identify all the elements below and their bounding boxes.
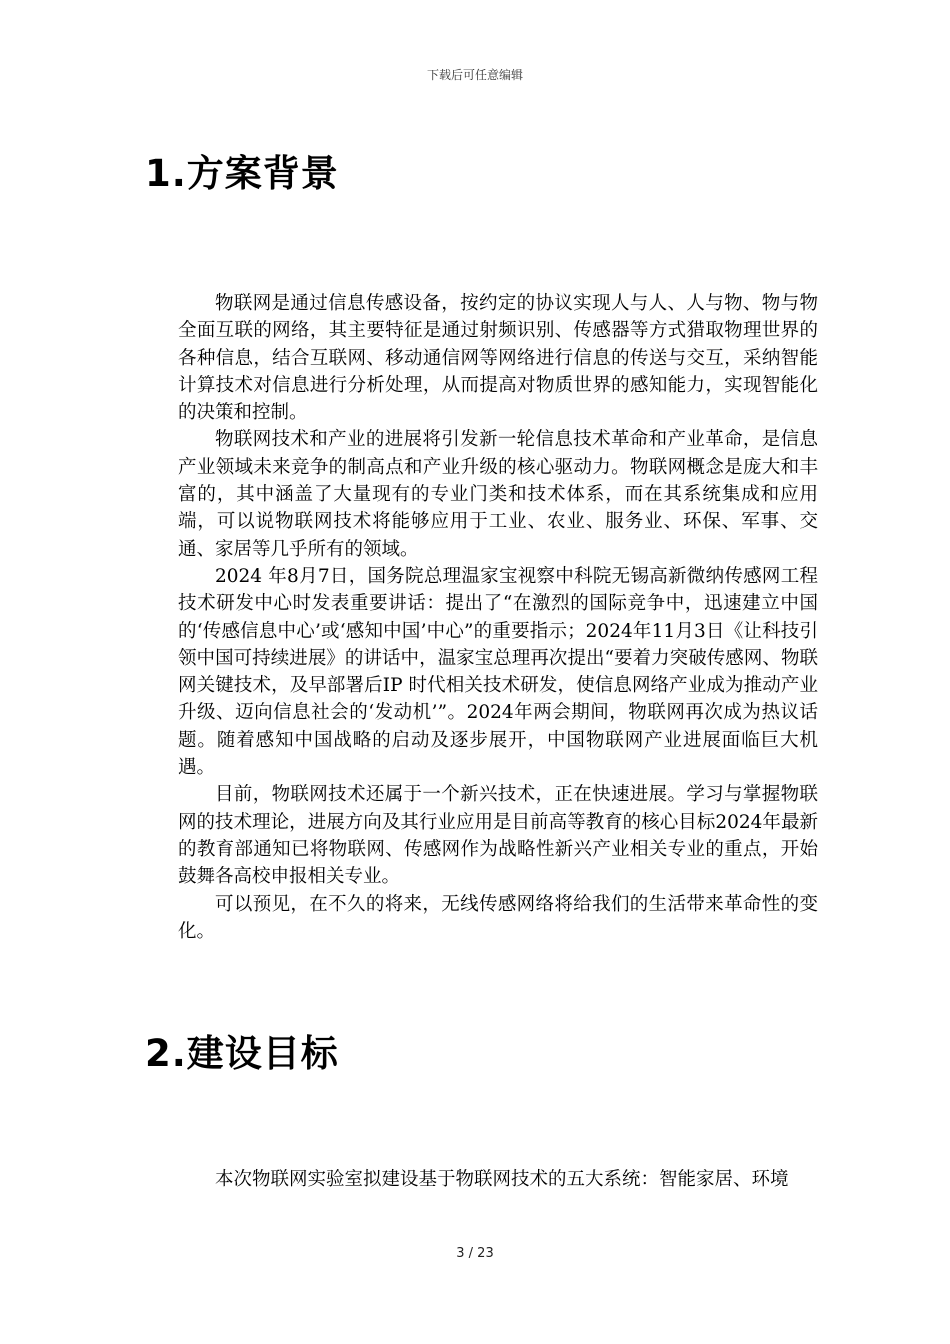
section-heading-goals: 2.建设目标 <box>145 1032 339 1075</box>
paragraph: 2024 年8月7日，国务院总理温家宝视察中科院无锡高新微纳传感网工程技术研发中心时发表重要讲话：提出了“在激烈的国际竞争中，迅速建立中国的‘传感信息中心’或‘感知中国’中心”的重要指示；2024年11月3日《让科技引领中国可持续进展》的讲话中，温家宝总理再次提出“要着力突破传感网、物联网关键技术，及早部署后IP 时代相关技术研发，使信息网络产业成为推动产业升级、迈向信息社会的‘发动机’”。2024年两会期间，物联网再次成为热议话题。随着感知中国战略的启动及逐步展开，中国物联网产业进展面临巨大机遇。 <box>178 565 818 779</box>
section-body-background <box>178 290 818 945</box>
section-body-goals <box>178 1166 818 1193</box>
section-heading-background: 1.方案背景 <box>145 152 339 195</box>
paragraph: 目前，物联网技术还属于一个新兴技术，正在快速进展。学习与掌握物联网的技术理论，进展方向及其行业应用是目前高等教育的核心目标2024年最新的教育部通知已将物联网、传感网作为战略性新兴产业相关专业的重点，开始鼓舞各高校申报相关专业。 <box>178 784 818 888</box>
page-number: 3 / 23 <box>456 1246 494 1261</box>
paragraph: 本次物联网实验室拟建设基于物联网技术的五大系统：智能家居、环境 <box>215 1169 789 1190</box>
paragraph: 物联网技术和产业的进展将引发新一轮信息技术革命和产业革命，是信息产业领域未来竞争的制高点和产业升级的核心驱动力。物联网概念是庞大和丰富的，其中涵盖了大量现有的专业门类和技术体系，而在其系统集成和应用端，可以说物联网技术将能够应用于工业、农业、服务业、环保、军事、交通、家居等几乎所有的领域。 <box>178 429 818 560</box>
paragraph: 物联网是通过信息传感设备，按约定的协议实现人与人、人与物、物与物全面互联的网络，其主要特征是通过射频识别、传感器等方式猎取物理世界的各种信息，结合互联网、移动通信网等网络进行信息的传送与交互，采纳智能计算技术对信息进行分析处理，从而提高对物质世界的感知能力，实现智能化的决策和控制。 <box>178 293 818 424</box>
paragraph: 可以预见，在不久的将来，无线传感网络将给我们的生活带来革命性的变化。 <box>178 893 818 942</box>
page-header-note: 下载后可任意编辑 <box>426 68 523 82</box>
